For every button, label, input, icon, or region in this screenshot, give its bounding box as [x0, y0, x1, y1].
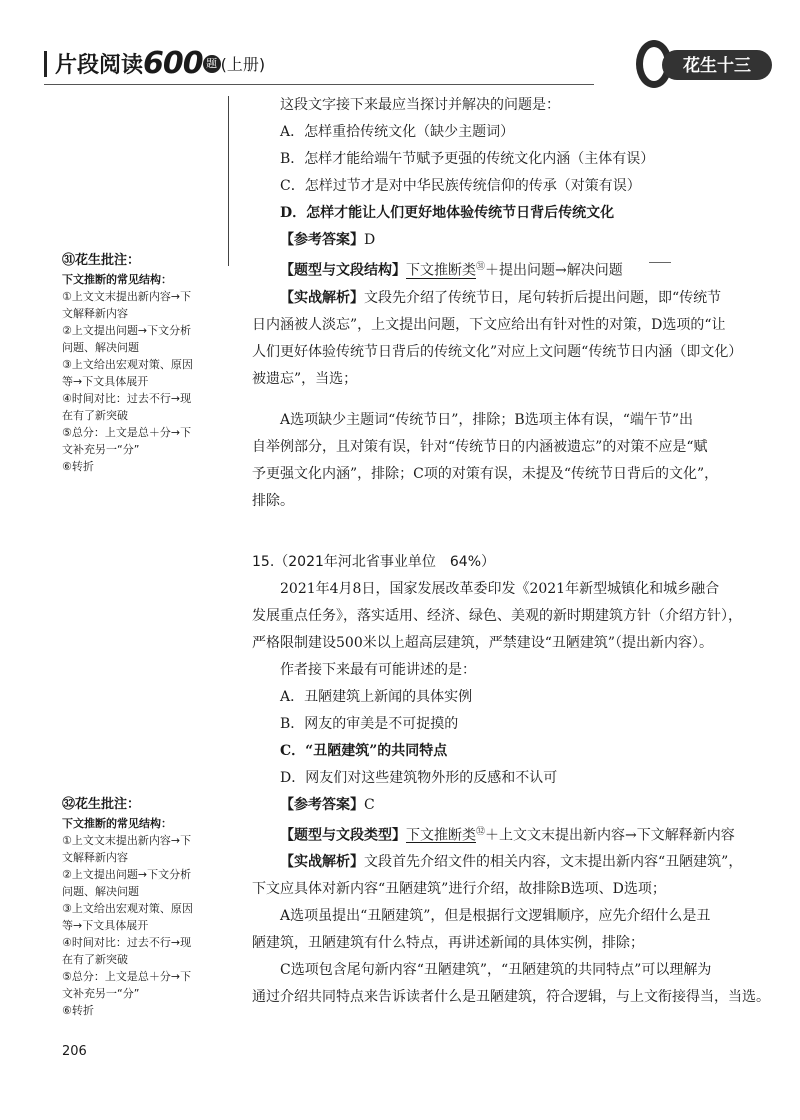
- analysis-label: 【实战解析】: [280, 854, 364, 871]
- q-structure: [252, 254, 752, 285]
- structure-rest: ＋提出问题→解决问题: [485, 262, 623, 279]
- answer-value: D: [364, 232, 376, 248]
- q15-option-c: C．“丑陋建筑”的共同特点: [280, 742, 448, 759]
- answer-label: 【参考答案】: [280, 796, 364, 813]
- q15-prompt: 作者接下来最有可能讲述的是：: [280, 661, 476, 678]
- q-analysis-line: [252, 285, 752, 312]
- q15-analysis-line: 通过介绍共同特点来告诉读者什么是丑陋建筑，符合逻辑，与上文衔接得当，当选。: [252, 989, 770, 1006]
- analysis-text: 文段首先介绍文件的相关内容，文末提出新内容“丑陋建筑”，: [364, 854, 743, 871]
- note-line: ②上文提出问题→下文分析: [62, 324, 192, 337]
- note-mark: ㉛: [476, 262, 486, 272]
- note-subtitle: 下文推断的常见结构：: [62, 817, 172, 830]
- note-line: ②上文提出问题→下文分析: [62, 868, 192, 881]
- q15-analysis-line: 下文应具体对新内容“丑陋建筑”进行介绍，故排除B选项、D选项；: [252, 881, 666, 898]
- note-line: 在有了新突破: [62, 409, 128, 422]
- note-line: ⑥转折: [62, 460, 94, 473]
- note-line: ④时间对比：过去不行→现: [62, 392, 192, 405]
- q15-analysis-line: C选项包含尾句新内容“丑陋建筑”，“丑陋建筑的共同特点”可以理解为: [280, 962, 712, 979]
- q-answer: [252, 227, 752, 254]
- q-analysis-line: 被遗忘”，当选；: [252, 370, 358, 387]
- q-analysis2-line: 自举例部分，且对策有误，针对“传统节日的内涵被遗忘”的对策不应是“赋: [252, 438, 708, 455]
- note-line: 文解释新内容: [62, 307, 128, 320]
- note-line: ⑥转折: [62, 1004, 94, 1017]
- note-line: ①上文文末提出新内容→下: [62, 834, 192, 847]
- analysis-label: 【实战解析】: [280, 289, 364, 306]
- note-line: 问题、解决问题: [62, 341, 139, 354]
- structure-type: 下文推断类: [406, 262, 476, 279]
- note-line: 问题、解决问题: [62, 885, 139, 898]
- analysis-text: 文段先介绍了传统节日，尾句转折后提出问题，即“传统节: [364, 289, 722, 306]
- note-line: ③上文给出宏观对策、原因: [62, 902, 193, 915]
- q15-answer: [252, 792, 752, 819]
- note-line: ③上文给出宏观对策、原因: [62, 358, 193, 371]
- answer-label: 【参考答案】: [280, 232, 364, 248]
- peanut-logo-icon: [628, 30, 778, 96]
- answer-value: C: [364, 796, 375, 813]
- note-line: 在有了新突破: [62, 953, 128, 966]
- structure-label: 【题型与文段结构】: [280, 262, 406, 279]
- header-divider: [44, 84, 594, 85]
- q15-option-a: A．丑陋建筑上新闻的具体实例: [280, 688, 473, 705]
- note-line: ⑤总分：上文是总＋分→下: [62, 426, 192, 439]
- ti-badge: 题: [203, 55, 221, 73]
- header-title: [44, 46, 265, 81]
- book-title: 片段阅读: [55, 53, 144, 78]
- q-option-d: D．怎样才能让人们更好地体验传统节日背后传统文化: [280, 205, 615, 221]
- page-number: 206: [62, 1044, 87, 1059]
- q15-analysis-line: 陋建筑，丑陋建筑有什么特点，再讲述新闻的具体实例，排除；: [252, 935, 644, 952]
- q-analysis-line: 日内涵被人淡忘”，上文提出问题，下文应给出有针对性的对策，D选项的“让: [252, 316, 726, 333]
- q-analysis2-line: 排除。: [252, 492, 294, 509]
- q-analysis-line: 人们更好体验传统节日背后的传统文化”对应上文问题“传统节日内涵（即文化）: [252, 343, 743, 360]
- note-line: 文解释新内容: [62, 851, 128, 864]
- type-label: 【题型与文段类型】: [280, 827, 406, 844]
- note-mark: ㉜: [476, 826, 486, 837]
- note-line: ①上文文末提出新内容→下: [62, 290, 192, 303]
- q15-heading: 15.（2021年河北省事业单位 64%）: [252, 553, 496, 570]
- note-line: ④时间对比：过去不行→现: [62, 936, 192, 949]
- logo-text: 花生十三: [683, 56, 751, 76]
- note-line: 文补充另一“分”: [62, 443, 140, 456]
- q15-passage-line: 发展重点任务》，落实适用、经济、绿色、美观的新时期建筑方针（介绍方针），: [252, 607, 742, 624]
- main-content: [252, 92, 770, 1011]
- left-rule: [228, 96, 229, 266]
- note-line: 等→下文具体展开: [62, 919, 149, 932]
- q-prompt: 这段文字接下来最应当探讨并解决的问题是：: [280, 97, 560, 113]
- note-line: 文补充另一“分”: [62, 987, 140, 1000]
- q15-analysis-line: [252, 849, 752, 876]
- note-line: 等→下文具体展开: [62, 375, 149, 388]
- note-subtitle: 下文推断的常见结构：: [62, 273, 172, 286]
- q15-passage-line: 2021年4月8日，国家发展改革委印发《2021年新型城镇化和城乡融合: [280, 580, 720, 597]
- book-number: 600: [143, 46, 203, 81]
- note-line: ⑤总分：上文是总＋分→下: [62, 970, 192, 983]
- q-option-c: C．怎样过节才是对中华民族传统信仰的传承（对策有误）: [280, 178, 641, 194]
- q15-type: [252, 819, 752, 850]
- type-value: 下文推断类: [406, 827, 476, 844]
- sidebar-note-1: [62, 252, 222, 475]
- q-option-a: A．怎样重拾传统文化（缺少主题词）: [280, 124, 515, 140]
- book-volume: (上册): [220, 55, 266, 74]
- sidebar-note-2: [62, 796, 222, 1019]
- note-title: ㉛花生批注：: [62, 253, 141, 268]
- q15-option-b: B．网友的审美是不可捉摸的: [280, 715, 459, 732]
- header-bar: [44, 51, 47, 77]
- q15-option-d: D．网友们对这些建筑物外形的反感和不认可: [280, 769, 558, 786]
- note-title: ㉜花生批注：: [62, 797, 141, 812]
- q-analysis2-line: 予更强文化内涵”，排除；C项的对策有误，未提及“传统节日背后的文化”，: [252, 465, 719, 482]
- q15-analysis-line: A选项虽提出“丑陋建筑”，但是根据行文逻辑顺序，应先介绍什么是丑: [280, 908, 711, 925]
- q-option-b: B．怎样才能给端午节赋予更强的传统文化内涵（主体有误）: [280, 151, 655, 167]
- q15-passage-line: 严格限制建设500米以上超高层建筑，严禁建设“丑陋建筑”（提出新内容）。: [252, 634, 714, 651]
- q-analysis2-line: A选项缺少主题词“传统节日”，排除；B选项主体有误，“端午节”出: [280, 411, 694, 428]
- type-rest: ＋上文文末提出新内容→下文解释新内容: [485, 827, 735, 844]
